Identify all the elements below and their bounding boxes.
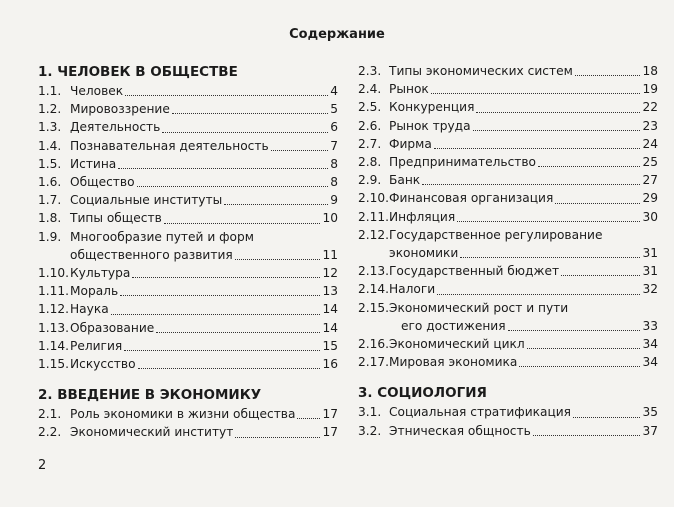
entry-page: 18	[642, 64, 658, 78]
dot-leader	[538, 166, 640, 167]
entry-title: Инфляция	[389, 209, 456, 224]
entry-body	[389, 208, 658, 226]
entry-title-line2-wrap	[389, 244, 658, 262]
entry-page: 17	[322, 407, 338, 422]
entry-body	[70, 191, 338, 209]
entry-body	[389, 135, 658, 153]
entry-body	[389, 335, 658, 353]
entry-page: 30	[642, 209, 658, 224]
entry-number: 2.17.	[358, 355, 390, 370]
entry-body	[389, 62, 658, 80]
toc-entry[interactable]	[38, 228, 338, 264]
entry-page: 35	[642, 405, 658, 420]
dot-leader	[460, 257, 640, 258]
entry-number: 1.1.	[38, 84, 62, 98]
entry-title: Человек	[70, 84, 124, 98]
entry-body	[70, 337, 338, 355]
section-2-list-a	[38, 405, 338, 441]
entry-title: Экономический институт	[70, 425, 234, 440]
entry-body	[70, 173, 338, 191]
entry-number: 1.10.	[38, 266, 70, 281]
entry-title: Социальные институты	[70, 193, 223, 208]
entry-page: 8	[330, 175, 338, 190]
entry-number: 1.7.	[38, 193, 62, 208]
entry-page: 5	[330, 102, 338, 117]
entry-body	[389, 353, 658, 371]
entry-page: 8	[330, 156, 338, 171]
toc-entry[interactable]	[358, 98, 658, 116]
dot-leader	[111, 314, 321, 315]
entry-title: Финансовая организация	[389, 191, 554, 206]
toc-entry[interactable]	[38, 173, 338, 191]
entry-title-line2: его достижения	[401, 318, 506, 333]
entry-title: Рынок	[389, 82, 429, 97]
entry-body	[389, 98, 658, 116]
entry-body	[70, 300, 338, 318]
page-title: Содержание	[289, 27, 385, 42]
entry-number: 1.14.	[38, 338, 70, 353]
entry-number: 2.11.	[358, 209, 390, 224]
entry-page: 31	[642, 264, 658, 279]
section-3-list	[358, 403, 658, 439]
entry-page: 34	[642, 337, 658, 352]
entry-title: Образование	[70, 320, 155, 335]
toc-entry[interactable]	[38, 282, 338, 300]
entry-number: 2.13.	[358, 264, 390, 279]
entry-title: Типы экономических систем	[389, 64, 573, 78]
toc-entry[interactable]	[358, 262, 658, 280]
entry-number: 1.3.	[38, 120, 62, 135]
dot-leader	[533, 435, 641, 436]
entry-title: Рынок труда	[389, 118, 471, 133]
entry-page: 19	[642, 82, 658, 97]
dot-leader	[575, 75, 641, 76]
entry-page: 31	[642, 246, 658, 261]
dot-leader	[132, 277, 320, 278]
entry-body	[389, 189, 658, 207]
dot-leader	[138, 368, 321, 369]
entry-number: 2.7.	[358, 136, 382, 151]
section-1-list	[38, 82, 338, 373]
entry-number: 1.4.	[38, 138, 62, 153]
entry-body	[70, 282, 338, 300]
entry-page: 29	[642, 191, 658, 206]
dot-leader	[224, 204, 328, 205]
entry-body	[70, 82, 338, 100]
toc-entry[interactable]	[358, 280, 658, 298]
entry-body	[70, 100, 338, 118]
toc-entry[interactable]	[38, 300, 338, 318]
entry-title: Религия	[70, 338, 123, 353]
entry-page: 6	[330, 120, 338, 135]
dot-leader	[476, 112, 640, 113]
toc-entry[interactable]	[358, 80, 658, 98]
toc-entry[interactable]	[358, 171, 658, 189]
toc-entry[interactable]	[358, 403, 658, 421]
entry-title: Культура	[70, 266, 131, 281]
entry-number: 2.1.	[38, 407, 62, 422]
entry-page: 25	[642, 155, 658, 170]
dot-leader	[508, 330, 641, 331]
entry-title: Фирма	[389, 136, 432, 151]
entry-number: 1.2.	[38, 102, 62, 117]
entry-number: 2.14.	[358, 282, 390, 297]
entry-body	[70, 423, 338, 441]
toc-entry[interactable]	[358, 335, 658, 353]
entry-page: 9	[330, 193, 338, 208]
entry-body	[389, 117, 658, 135]
entry-title: Истина	[70, 156, 117, 171]
entry-number: 1.13.	[38, 320, 70, 335]
toc-entry[interactable]	[38, 337, 338, 355]
entry-title: Общество	[70, 175, 135, 190]
entry-body	[389, 280, 658, 298]
entry-body	[389, 171, 658, 189]
entry-title-line1: Государственное регулирование	[389, 227, 603, 242]
toc-entry[interactable]	[38, 355, 338, 373]
entry-number: 1.11.	[38, 284, 70, 299]
dot-leader	[457, 221, 640, 222]
dot-leader	[137, 186, 328, 187]
dot-leader	[422, 184, 640, 185]
toc-entry[interactable]	[358, 153, 658, 171]
entry-number: 3.1.	[358, 405, 382, 420]
entry-body	[70, 209, 338, 227]
entry-body	[70, 319, 338, 337]
entry-page: 16	[322, 357, 338, 372]
entry-body	[389, 299, 658, 335]
dot-leader	[124, 350, 320, 351]
entry-title: Банк	[389, 173, 421, 188]
entry-page: 7	[330, 138, 338, 153]
entry-title: Налоги	[389, 282, 436, 297]
toc-entry[interactable]	[38, 264, 338, 282]
dot-leader	[156, 332, 320, 333]
entry-body	[389, 80, 658, 98]
dot-leader	[271, 150, 328, 151]
entry-title: Деятельность	[70, 120, 161, 135]
entry-page: 32	[642, 282, 658, 297]
toc-entry[interactable]	[358, 189, 658, 207]
entry-body	[70, 118, 338, 136]
entry-page: 10	[322, 211, 338, 226]
dot-leader	[172, 113, 328, 114]
entry-page: 4	[330, 84, 338, 98]
dot-leader	[118, 168, 328, 169]
entry-body	[389, 262, 658, 280]
section-heading-1[interactable]: 1. ЧЕЛОВЕК В ОБЩЕСТВЕ	[38, 64, 238, 80]
dot-leader	[519, 366, 640, 367]
entry-title: Социальная стратификация	[389, 405, 572, 420]
entry-title: Роль экономики в жизни общества	[70, 407, 296, 422]
entry-title: Наука	[70, 302, 109, 317]
entry-number: 1.12.	[38, 302, 70, 317]
toc-entry[interactable]	[38, 405, 338, 423]
entry-title-line1: Экономический рост и пути	[389, 300, 569, 315]
toc-entry[interactable]	[358, 208, 658, 226]
entry-title: Мировоззрение	[70, 102, 170, 117]
toc-entry[interactable]	[358, 353, 658, 371]
entry-page: 11	[322, 247, 338, 262]
toc-entry[interactable]	[358, 422, 658, 440]
entry-number: 2.9.	[358, 173, 382, 188]
section-2-list-b	[358, 62, 658, 371]
entry-number: 2.3.	[358, 64, 382, 78]
entry-number: 3.2.	[358, 423, 382, 438]
entry-body	[70, 228, 338, 264]
dot-leader	[573, 417, 640, 418]
entry-page: 14	[322, 320, 338, 335]
entry-page: 24	[642, 136, 658, 151]
section-heading-3[interactable]: 3. СОЦИОЛОГИЯ	[358, 385, 487, 402]
dot-leader	[162, 132, 328, 133]
entry-body	[389, 422, 658, 440]
entry-body	[70, 355, 338, 373]
entry-number: 1.5.	[38, 156, 62, 171]
toc-entry[interactable]	[38, 100, 338, 118]
entry-title: Познавательная деятельность	[70, 138, 269, 153]
entry-page: 14	[322, 302, 338, 317]
entry-title: Мировая экономика	[389, 355, 518, 370]
entry-number: 1.9.	[38, 229, 62, 244]
entry-page: 17	[322, 425, 338, 440]
entry-title: Этническая общность	[389, 423, 531, 438]
toc-entry[interactable]	[38, 155, 338, 173]
dot-leader	[431, 93, 641, 94]
toc-entry[interactable]	[358, 135, 658, 153]
toc-entry[interactable]	[38, 423, 338, 441]
toc-entry[interactable]	[358, 299, 658, 335]
toc-entry[interactable]	[38, 191, 338, 209]
entry-title: Мораль	[70, 284, 119, 299]
entry-number: 1.15.	[38, 357, 70, 372]
entry-body	[70, 264, 338, 282]
dot-leader	[561, 275, 640, 276]
entry-page: 33	[642, 318, 658, 333]
entry-title-line2-wrap	[389, 317, 658, 335]
entry-title: Искусство	[70, 357, 136, 372]
entry-number: 2.15.	[358, 300, 390, 315]
dot-leader	[437, 294, 640, 295]
entry-title: Государственный бюджет	[389, 264, 560, 279]
entry-title-line1: Многообразие путей и форм	[70, 229, 254, 244]
entry-number: 2.2.	[38, 425, 62, 440]
dot-leader	[555, 203, 640, 204]
toc-entry[interactable]	[358, 226, 658, 262]
dot-leader	[235, 437, 320, 438]
entry-title: Предпринимательство	[389, 155, 537, 170]
toc-left-column	[38, 62, 338, 442]
entry-body	[389, 226, 658, 262]
toc-entry[interactable]	[358, 117, 658, 135]
entry-page: 23	[642, 118, 658, 133]
entry-title-line2-wrap	[70, 246, 338, 264]
entry-body	[70, 155, 338, 173]
entry-number: 1.6.	[38, 175, 62, 190]
section-heading-2[interactable]: 2. ВВЕДЕНИЕ В ЭКОНОМИКУ	[38, 387, 262, 404]
entry-number: 2.8.	[358, 155, 382, 170]
page-number: 2	[38, 458, 47, 473]
entry-page: 13	[322, 284, 338, 299]
entry-number: 2.16.	[358, 337, 390, 352]
entry-body	[389, 153, 658, 171]
entry-page: 22	[642, 100, 658, 115]
entry-body	[70, 405, 338, 423]
entry-title: Экономический цикл	[389, 337, 525, 352]
entry-page: 37	[642, 423, 658, 438]
entry-page: 15	[322, 338, 338, 353]
toc-entry[interactable]	[38, 209, 338, 227]
toc-entry[interactable]	[358, 62, 658, 80]
dot-leader	[120, 295, 320, 296]
toc-entry[interactable]	[38, 137, 338, 155]
entry-page: 34	[642, 355, 658, 370]
entry-number: 2.12.	[358, 227, 390, 242]
entry-number: 2.5.	[358, 100, 382, 115]
toc-entry[interactable]	[38, 82, 338, 100]
entry-number: 1.8.	[38, 211, 62, 226]
toc-right-column	[358, 62, 658, 440]
dot-leader	[125, 95, 328, 96]
entry-title-line2: экономики	[389, 246, 459, 261]
entry-title: Конкуренция	[389, 100, 475, 115]
dot-leader	[473, 130, 641, 131]
entry-title-line2: общественного развития	[70, 247, 233, 262]
dot-leader	[164, 223, 321, 224]
toc-entry[interactable]	[38, 319, 338, 337]
entry-number: 2.6.	[358, 118, 382, 133]
dot-leader	[434, 148, 641, 149]
toc-entry[interactable]	[38, 118, 338, 136]
entry-body	[70, 137, 338, 155]
entry-body	[389, 403, 658, 421]
entry-number: 2.10.	[358, 191, 390, 206]
entry-title: Типы обществ	[70, 211, 162, 226]
dot-leader	[527, 348, 641, 349]
entry-number: 2.4.	[358, 82, 382, 97]
entry-page: 27	[642, 173, 658, 188]
dot-leader	[297, 418, 320, 419]
entry-page: 12	[322, 266, 338, 281]
dot-leader	[235, 259, 321, 260]
